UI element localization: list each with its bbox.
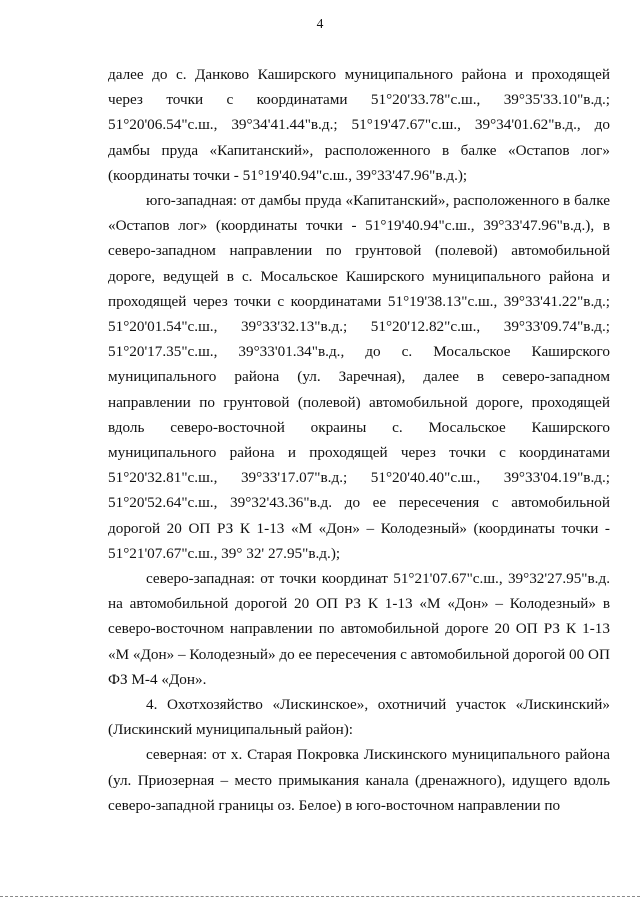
scan-edge-divider xyxy=(0,896,640,897)
paragraph: северо-западная: от точки координат 51°21'07.67"с.ш., 39°32'27.95"в.д. на автомобильной дорогой 20 ОП РЗ К 1-13 «М «Дон» – Колодезный» в северо-восточном направлении по автомобильной дороге 20 ОП РЗ К 1-13 «М «Дон» – Колодезный» до ее пересечения с автомобильной дорогой 00 ОП ФЗ М-4 «Дон». xyxy=(108,570,610,688)
paragraph: северная: от х. Старая Покровка Лискинского муниципального района (ул. Приозерная – место примыкания канала (дренажного), идущего вдоль северо-западной границы оз. Белое) в юго-восточном направлении по xyxy=(108,746,610,814)
paragraph: юго-западная: от дамбы пруда «Капитанский», расположенного в балке «Остапов лог» (координаты точки - 51°19'40.94"с.ш., 39°33'47.96"в.д.), в северо-западном направлении по грунтовой (полевой) автомобильной дороге, ведущей в с. Мосальское Каширского муниципального района и проходящей через точки с координатами 51°19'38.13"с.ш., 39°33'41.22"в.д.; 51°20'01.54"с.ш., 39°33'32.13"в.д.; 51°20'12.82"с.ш., 39°33'09.74"в.д.; 51°20'17.35"с.ш., 39°33'01.34"в.д., до с. Мосальское Каширского муниципального района (ул. Заречная), далее в северо-западном направлении по грунтовой (полевой) автомобильной дороге, проходящей вдоль северо-восточной окраины с. Мосальское Каширского муниципального района и проходящей через точки с координатами 51°20'32.81"с.ш., 39°33'17.07"в.д.; 51°20'40.40"с.ш., 39°33'04.19"в.д.; 51°20'52.64"с.ш., 39°32'43.36"в.д. до ее пересечения с автомобильной дорогой 20 ОП РЗ К 1-13 «М «Дон» – Колодезный» (координаты точки - 51°21'07.67"с.ш., 39° 32' 27.95"в.д.); xyxy=(108,192,610,562)
paragraph: 4. Охотхозяйство «Лискинское», охотничий участок «Лискинский» (Лискинский муниципальный район): xyxy=(108,696,610,739)
paragraph: далее до с. Данково Каширского муниципального района и проходящей через точки с координатами 51°20'33.78"с.ш., 39°35'33.10"в.д.; 51°20'06.54"с.ш., 39°34'41.44"в.д.; 51°19'47.67"с.ш., 39°34'01.62"в.д., до дамбы пруда «Капитанский», расположенного в балке «Остапов лог» (координаты точки - 51°19'40.94"с.ш., 39°33'47.96"в.д.); xyxy=(108,66,610,184)
document-body xyxy=(108,62,610,818)
page-number: 4 xyxy=(316,16,324,31)
